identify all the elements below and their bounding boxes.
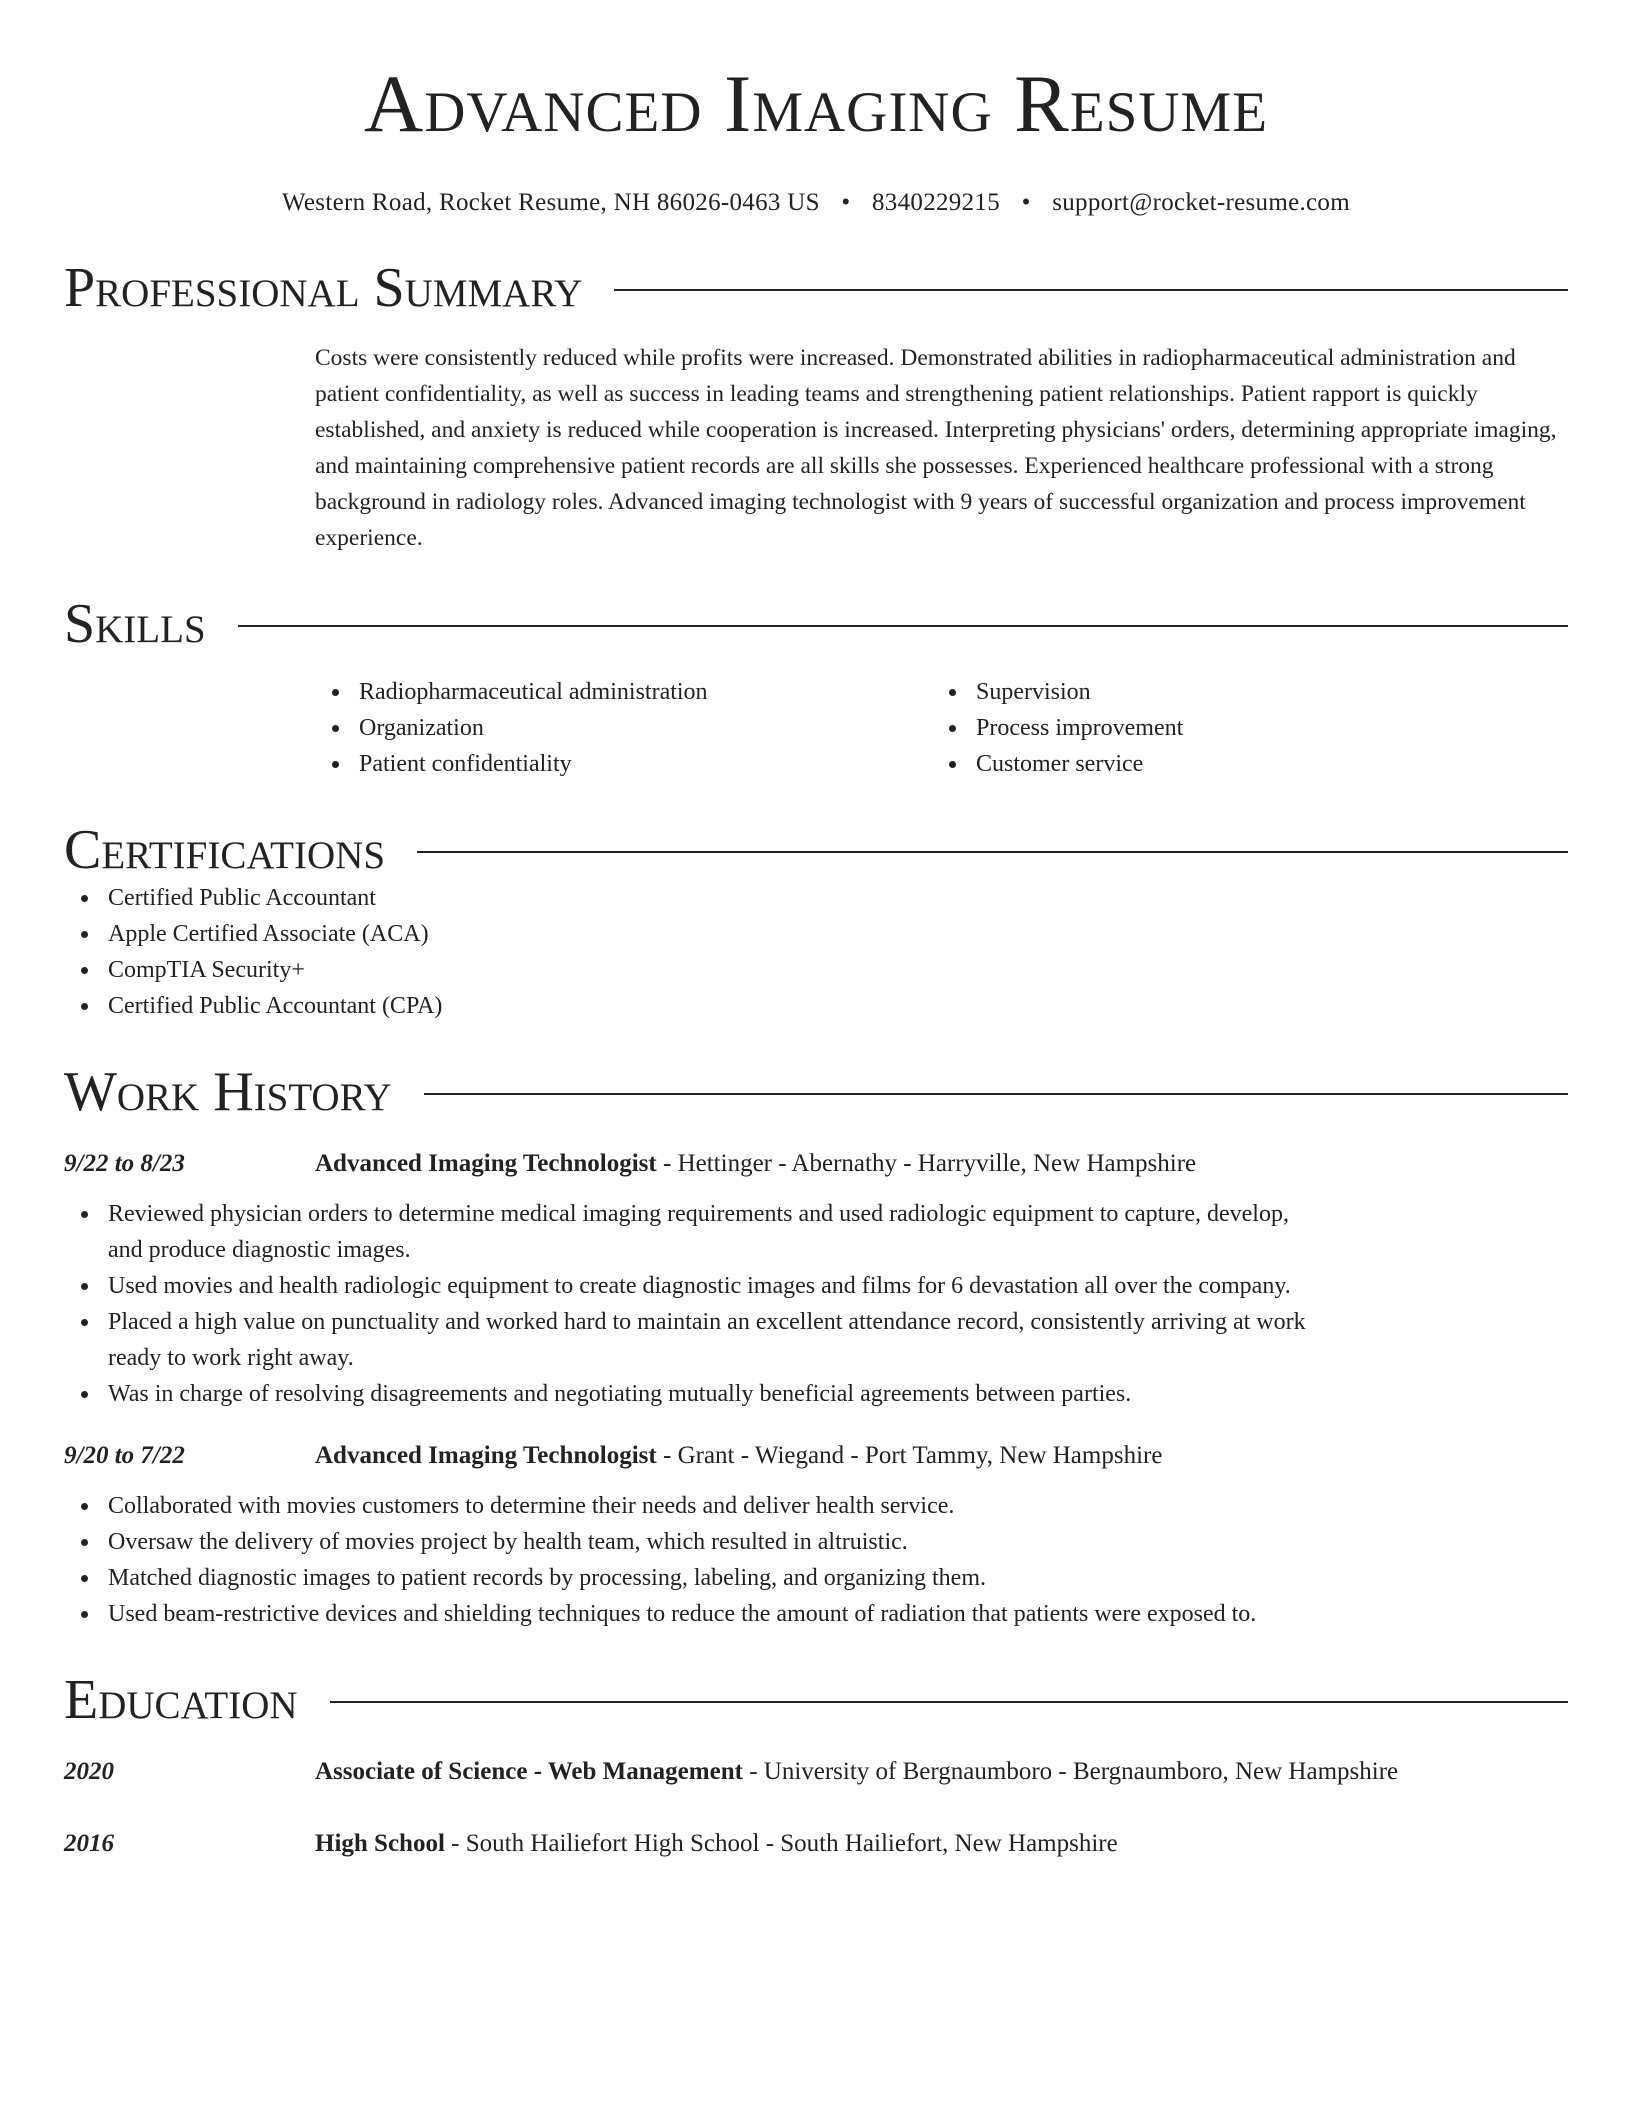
certifications-list bbox=[64, 880, 1317, 1024]
contact-phone: 8340229215 bbox=[872, 189, 1000, 216]
job-title: Advanced Imaging Technologist bbox=[315, 1442, 657, 1469]
job-header bbox=[64, 1438, 1568, 1474]
job-bullet: Reviewed physician orders to determine medical imaging requirements and used radiologic equipment to capture, develop, and produce diagnostic images. bbox=[64, 1196, 1317, 1268]
skill-item: Patient confidentiality bbox=[315, 746, 932, 782]
skill-item: Customer service bbox=[932, 746, 1549, 782]
job-bullet: Oversaw the delivery of movies project by health team, which resulted in altruistic. bbox=[64, 1524, 1317, 1560]
job-entry bbox=[64, 1438, 1568, 1632]
skills-column-right bbox=[932, 674, 1549, 782]
resume-name: Advanced Imaging Resume bbox=[363, 58, 1269, 149]
education-section-header bbox=[64, 1670, 1568, 1730]
job-header bbox=[64, 1146, 1568, 1182]
job-bullet: Matched diagnostic images to patient records by processing, labeling, and organizing them. bbox=[64, 1560, 1317, 1596]
summary-section-title: Professional Summary bbox=[64, 257, 583, 319]
section-divider bbox=[417, 851, 1568, 853]
section-divider bbox=[614, 289, 1568, 291]
job-employer: - Grant - Wiegand - Port Tammy, New Hampshire bbox=[656, 1442, 1163, 1469]
skills-section-title: Skills bbox=[64, 593, 206, 655]
education-degree: Associate of Science - Web Management bbox=[315, 1758, 743, 1785]
section-divider bbox=[238, 625, 1568, 627]
contact-line bbox=[64, 186, 1568, 220]
job-dates: 9/20 to 7/22 bbox=[64, 1442, 185, 1469]
education-year: 2020 bbox=[64, 1758, 114, 1785]
work-section-title: Work History bbox=[64, 1061, 392, 1123]
summary-section-header bbox=[64, 258, 1568, 318]
certifications-section-title: Certifications bbox=[64, 819, 386, 881]
job-bullet: Used movies and health radiologic equipment to create diagnostic images and films for 6 devastation all over the company. bbox=[64, 1268, 1317, 1304]
job-bullet: Was in charge of resolving disagreements and negotiating mutually beneficial agreements between parties. bbox=[64, 1376, 1317, 1412]
education-school: - University of Bergnaumboro - Bergnaumboro, New Hampshire bbox=[742, 1758, 1399, 1785]
job-dates: 9/22 to 8/23 bbox=[64, 1150, 185, 1177]
section-divider bbox=[424, 1093, 1568, 1095]
contact-email: support@rocket-resume.com bbox=[1052, 189, 1350, 216]
job-employer: - Hettinger - Abernathy - Harryville, New Hampshire bbox=[656, 1150, 1197, 1177]
skills-column-left bbox=[315, 674, 932, 782]
certification-item: Certified Public Accountant (CPA) bbox=[64, 988, 1317, 1024]
education-degree: High School bbox=[315, 1830, 445, 1857]
job-bullet: Placed a high value on punctuality and worked hard to maintain an excellent attendance record, consistently arriving at work ready to work right away. bbox=[64, 1304, 1317, 1376]
work-section-header bbox=[64, 1062, 1568, 1122]
job-heading bbox=[315, 1146, 1568, 1182]
job-bullet: Collaborated with movies customers to determine their needs and deliver health service. bbox=[64, 1488, 1317, 1524]
education-entry bbox=[64, 1826, 1568, 1862]
skill-item: Process improvement bbox=[932, 710, 1549, 746]
skill-item: Radiopharmaceutical administration bbox=[315, 674, 932, 710]
certification-item: CompTIA Security+ bbox=[64, 952, 1317, 988]
summary-text: Costs were consistently reduced while profits were increased. Demonstrated abilities in radiopharmaceutical administration and patient confidentiality, as well as success in leading teams and strengthening patient relationships. Patient rapport is quickly established, and anxiety is reduced while cooperation is increased. Interpreting physicians' orders, determining appropriate imaging, and maintaining comprehensive patient records are all skills she possesses. Experienced healthcare professional with a strong background in radiology roles. Advanced imaging technologist with 9 years of successful organization and process improvement experience. bbox=[315, 345, 1557, 551]
job-title: Advanced Imaging Technologist bbox=[315, 1150, 657, 1177]
contact-address: Western Road, Rocket Resume, NH 86026-0463 US bbox=[282, 189, 820, 216]
job-bullets bbox=[64, 1196, 1317, 1412]
resume-page bbox=[64, 0, 1568, 1862]
education-section-title: Education bbox=[64, 1669, 298, 1731]
skills-list bbox=[315, 674, 1568, 782]
job-bullets bbox=[64, 1488, 1317, 1632]
skill-item: Organization bbox=[315, 710, 932, 746]
education-year: 2016 bbox=[64, 1830, 114, 1857]
contact-separator: • bbox=[841, 189, 851, 216]
contact-separator: • bbox=[1021, 189, 1031, 216]
education-heading bbox=[315, 1826, 1568, 1862]
section-divider bbox=[330, 1701, 1568, 1703]
job-entry bbox=[64, 1146, 1568, 1412]
skills-section-header bbox=[64, 594, 1568, 654]
education-school: - South Hailiefort High School - South Hailiefort, New Hampshire bbox=[444, 1830, 1118, 1857]
education-entry bbox=[64, 1754, 1568, 1790]
certification-item: Certified Public Accountant bbox=[64, 880, 1317, 916]
certifications-section-header bbox=[64, 820, 1568, 880]
certification-item: Apple Certified Associate (ACA) bbox=[64, 916, 1317, 952]
job-heading bbox=[315, 1438, 1568, 1474]
job-bullet: Used beam-restrictive devices and shielding techniques to reduce the amount of radiation that patients were exposed to. bbox=[64, 1596, 1317, 1632]
education-heading bbox=[315, 1754, 1568, 1790]
skill-item: Supervision bbox=[932, 674, 1549, 710]
